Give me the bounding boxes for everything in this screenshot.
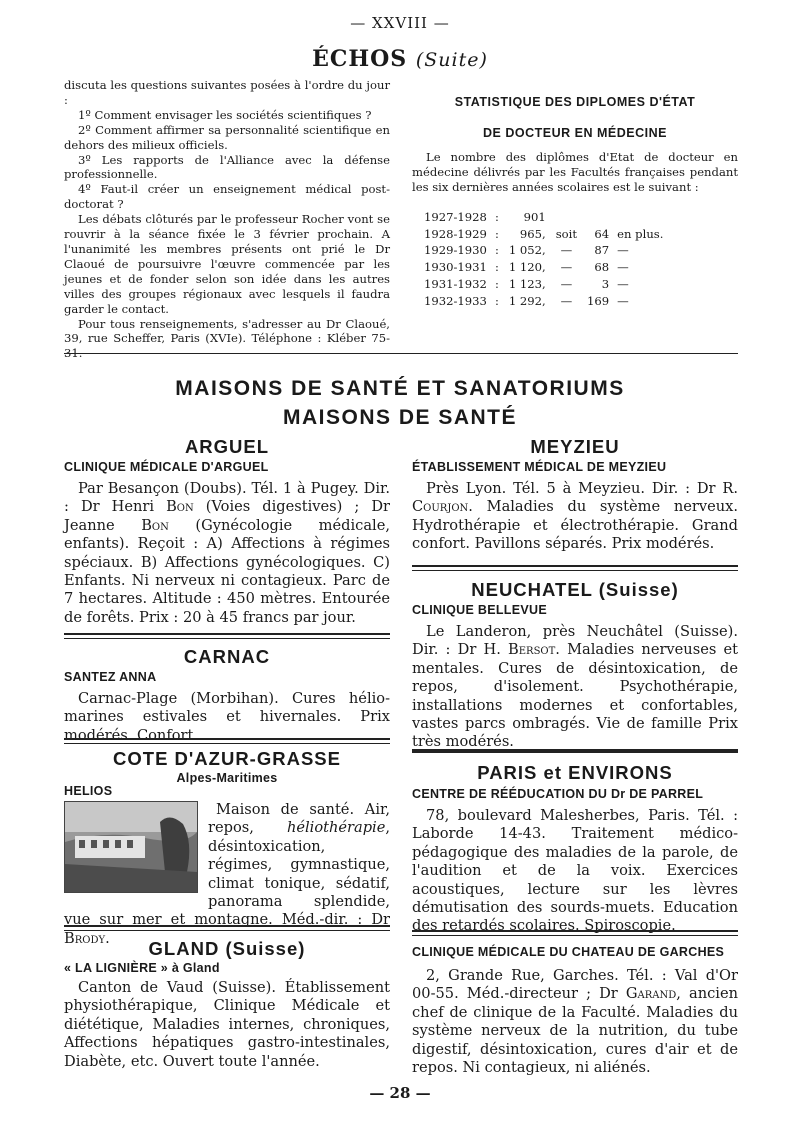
statistique-note: —	[617, 243, 629, 258]
statistique-difference: 68	[594, 260, 610, 275]
statistique-row	[424, 225, 667, 242]
arguel-title: ARGUEL	[184, 436, 270, 457]
arguel-text-part: (Gynécologie médicale, enfants). Reçoit : A) Affections à régimes spéciaux. B) Affections gynécologiques. C) Enfants. Ni nerveux ni contagieux. Parc de 7 hectares. Altitude : 450 mètres. Entourée de forêts. Prix : 20 à 45 francs par jour.	[64, 516, 390, 626]
statistique-row	[424, 275, 667, 292]
arguel-doctor-name: Bon	[141, 516, 169, 534]
statistique-difference	[581, 209, 613, 226]
cote-azur-title: COTE D'AZUR-GRASSE	[113, 748, 341, 769]
arguel-text-part: Par Besançon (Doubs). Tél. 1 à Pugey. Dir. : Dr Henri	[64, 480, 390, 516]
meyzieu-title: MEYZIEU	[530, 436, 620, 457]
paris-subtitle: CENTRE DE RÉÉDUCATION DU Dr DE PARREL	[412, 787, 704, 801]
statistique-block	[412, 95, 738, 309]
statistique-difference: 169	[587, 293, 610, 308]
statistique-year: 1928-1929	[424, 226, 487, 241]
statistique-row	[424, 209, 667, 226]
statistique-year: 1927-1928	[424, 210, 487, 225]
arguel-entry	[64, 436, 390, 627]
meyzieu-text-part: Près Lyon. Tél. 5 à Meyzieu. Dir. : Dr R.	[426, 480, 738, 497]
statistique-value: 901	[523, 210, 546, 225]
meyzieu-entry	[412, 436, 738, 554]
statistique-difference: 3	[601, 276, 610, 291]
cote-azur-text-part: .	[105, 929, 110, 947]
carnac-text	[64, 690, 390, 745]
statistique-row	[424, 292, 667, 309]
statistique-intro-text: Le nombre des diplômes d'Etat de docteur en médecine délivrés par les Facultés françaises pendant les six dernières années scolaires est le suivant :	[412, 150, 738, 194]
gland-entry	[64, 938, 390, 1071]
neuchatel-entry	[412, 579, 738, 752]
neuchatel-doctor-name: Bersot	[508, 641, 556, 659]
statistique-colon: :	[494, 226, 499, 241]
garches-subtitle: CLINIQUE MÉDICALE DU CHATEAU DE GARCHES	[412, 945, 725, 959]
carnac-title: CARNAC	[183, 646, 271, 667]
statistique-year: 1931-1932	[424, 276, 487, 291]
echos-paragraph: Pour tous renseignements, s'adresser au Dr Claoué, 39, rue Scheffer, Paris (XVIe). Téléphone : Kléber 75-31.	[64, 316, 390, 361]
echos-column	[64, 78, 390, 361]
statistique-note: —	[617, 276, 629, 291]
neuchatel-text-part: Le Landeron, près Neuchâtel (Suisse). Dir. : Dr H.	[412, 623, 738, 659]
cote-azur-text-part: , désintoxication, régimes, gymnastique, climat tonique, sédatif, panorama splendide, vue sur mer et montagne. Méd.-dir. : Dr	[64, 819, 390, 929]
statistique-colon: :	[494, 210, 499, 225]
gland-title: GLAND (Suisse)	[148, 938, 306, 959]
neuchatel-text	[412, 623, 738, 752]
echos-paragraph: 3º Les rapports de l'Alliance avec la défense professionnelle.	[64, 152, 390, 182]
statistique-colon: :	[494, 293, 499, 308]
statistique-value: 1 052,	[508, 243, 546, 258]
page-folio-top: — XXVIII —	[350, 14, 450, 32]
paris-entry	[412, 762, 738, 936]
statistique-note: en plus.	[617, 226, 664, 241]
divider	[64, 738, 390, 744]
arguel-text-part: (Voies digestives) ; Dr Jeanne	[64, 498, 390, 534]
arguel-text	[64, 480, 390, 627]
divider	[412, 749, 738, 753]
statistique-value: 1 292,	[508, 293, 546, 308]
carnac-entry	[64, 646, 390, 745]
garches-paragraph	[412, 967, 738, 1077]
statistique-value: 965,	[519, 226, 546, 241]
statistique-title-line1: STATISTIQUE DES DIPLOMES D'ÉTAT	[454, 95, 696, 109]
arguel-doctor-name: Bon	[166, 498, 194, 516]
statistique-row	[424, 242, 667, 259]
statistique-colon: :	[494, 276, 499, 291]
paris-text	[412, 807, 738, 936]
maisons-heading-sub: MAISONS DE SANTÉ	[282, 406, 518, 429]
neuchatel-title: NEUCHATEL (Suisse)	[471, 579, 679, 600]
echos-paragraph: 4º Faut-il créer un enseignement médical post-doctorat ?	[64, 182, 390, 212]
echos-title	[0, 46, 800, 72]
maisons-heading-main: MAISONS DE SANTÉ ET SANATORIUMS	[175, 377, 625, 400]
statistique-colon: :	[494, 243, 499, 258]
garches-entry	[412, 943, 738, 1077]
statistique-separator: soit	[555, 226, 578, 241]
meyzieu-doctor-name: Courjon	[412, 498, 469, 516]
statistique-note: —	[617, 293, 629, 308]
arguel-paragraph	[64, 480, 390, 627]
gland-subtitle: « LA LIGNIÈRE » à Gland	[64, 961, 220, 975]
statistique-separator: —	[560, 260, 573, 275]
helios-photo	[64, 801, 198, 893]
neuchatel-subtitle: CLINIQUE BELLEVUE	[412, 603, 547, 617]
garches-text-part: , ancien chef de clinique de la Faculté. Maladies du système nerveux de la nutrition, du tube digestif, désintoxication, cures d'air et de repos. Ni contagieux, ni aliénés.	[412, 985, 738, 1077]
meyzieu-text	[412, 480, 738, 554]
statistique-row	[424, 259, 667, 276]
divider	[412, 930, 738, 936]
divider	[412, 565, 738, 571]
garches-text-part: 2, Grande Rue, Garches. Tél. : Val d'Or 00-55. Méd.-directeur ; Dr	[412, 967, 738, 1003]
statistique-difference: 87	[594, 243, 610, 258]
statistique-table	[424, 209, 667, 309]
statistique-value: 1 120,	[508, 260, 546, 275]
meyzieu-subtitle: ÉTABLISSEMENT MÉDICAL DE MEYZIEU	[412, 460, 667, 474]
echos-title-suite: (Suite)	[415, 49, 488, 71]
neuchatel-text-part: . Maladies nerveuses et mentales. Cures de désintoxication, de repos, d'isolement. Psychothérapie, installations modernes et confortables, vastes parcs ombragés. Vie de famille Prix très modérés.	[412, 641, 738, 751]
helios-photo-image	[65, 802, 197, 892]
echos-paragraph: 1º Comment envisager les sociétés scientifiques ?	[78, 107, 372, 122]
statistique-year: 1930-1931	[424, 260, 487, 275]
statistique-difference: 64	[594, 226, 610, 241]
statistique-intro	[412, 150, 738, 195]
cote-azur-subtitle: HELIOS	[64, 784, 113, 798]
divider	[64, 353, 738, 354]
cote-azur-entry	[64, 748, 390, 948]
divider	[64, 925, 390, 931]
statistique-separator: —	[560, 293, 573, 308]
statistique-year: 1929-1930	[424, 243, 487, 258]
statistique-title-line2: DE DOCTEUR EN MÉDECINE	[483, 126, 667, 140]
cote-azur-doctor-name: Brody	[64, 929, 106, 947]
neuchatel-paragraph	[412, 623, 738, 752]
cote-azur-text-part: Maison de santé. Air, repos,	[208, 801, 390, 837]
echos-paragraph: 2º Comment affirmer sa personnalité scientifique en dehors des milieux officiels.	[64, 122, 390, 152]
statistique-note: —	[617, 260, 629, 275]
statistique-note	[613, 209, 667, 226]
gland-paragraph: Canton de Vaud (Suisse). Établissement physiothérapique, Clinique Médicale et diététique, Maladies internes, chroniques, Affections hépatiques gastro-intestinales, Diabète, etc. Ouvert toute l'année.	[64, 979, 390, 1070]
echos-paragraph: discuta les questions suivantes posées à l'ordre du jour :	[64, 78, 390, 107]
divider	[64, 633, 390, 639]
statistique-separator: —	[560, 243, 573, 258]
statistique-value: 1 123,	[508, 276, 546, 291]
meyzieu-paragraph	[412, 480, 738, 554]
cote-azur-italic: héliothérapie	[286, 819, 386, 837]
statistique-colon: :	[494, 260, 499, 275]
cote-azur-region: Alpes-Maritimes	[176, 771, 278, 785]
statistique-separator: —	[560, 276, 573, 291]
paris-paragraph: 78, boulevard Malesherbes, Paris. Tél. : Laborde 14-43. Traitement médico-pédagogique des maladies de la parole, de l'audition et de la voix. Exercices acoustiques, lecture sur les lèvres démutisation des sourds-muets. Education des retardés scolaires. Spiroscopie.	[412, 807, 738, 935]
statistique-year: 1932-1933	[424, 293, 487, 308]
garches-doctor-name: Garand	[625, 985, 677, 1003]
echos-title-text: ÉCHOS	[312, 46, 408, 72]
carnac-subtitle: SANTEZ ANNA	[64, 670, 157, 684]
arguel-subtitle: CLINIQUE MÉDICALE D'ARGUEL	[64, 460, 269, 474]
statistique-separator	[550, 209, 581, 226]
gland-text	[64, 979, 390, 1071]
paris-title: PARIS et ENVIRONS	[477, 762, 673, 783]
echos-paragraph: Les débats clôturés par le professeur Rocher vont se rouvrir à la séance fixée le 3 février prochain. A l'unanimité les membres présents ont prié le Dr Claoué de poursuivre l'œuvre commencée par les jeunes et de fonder selon son idée dans les autres villes des groupes régionaux avec lesquels il faudra garder le contact.	[64, 212, 390, 316]
carnac-paragraph: Carnac-Plage (Morbihan). Cures hélio-marines estivales et hivernales. Prix modérés. Confort.	[64, 690, 390, 744]
meyzieu-text-part: . Maladies du système nerveux. Hydrothérapie et électrothérapie. Grand confort. Pavillons séparés. Prix modérés.	[412, 498, 738, 553]
page-folio-bottom: — 28 —	[369, 1084, 431, 1102]
garches-text	[412, 967, 738, 1077]
